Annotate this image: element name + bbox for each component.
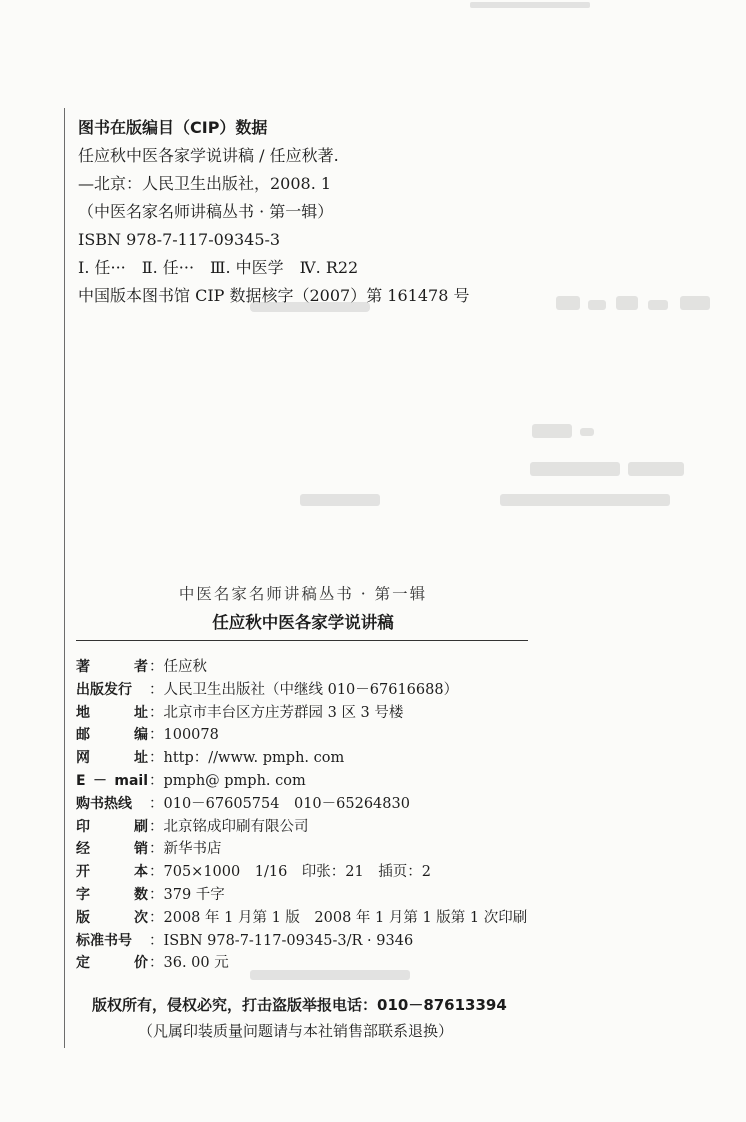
- cip-line-classification: Ⅰ. 任··· Ⅱ. 任··· Ⅲ. 中医学 Ⅳ. R22: [78, 258, 359, 277]
- cip-line-series: （中医名家名师讲稿丛书 · 第一辑）: [78, 202, 334, 221]
- info-row-address: [76, 702, 736, 725]
- publication-info-list: [76, 656, 736, 975]
- info-label: 著 者: [76, 659, 148, 675]
- info-value: ：新华书店: [149, 841, 222, 858]
- info-value: ：pmph@ pmph. com: [149, 772, 306, 789]
- info-label: 网 址: [76, 750, 148, 767]
- cip-line-isbn: ISBN 978-7-117-09345-3: [78, 230, 281, 249]
- info-label: 出版发行: [76, 681, 132, 698]
- info-label: 地 址: [76, 704, 148, 721]
- info-value: ：100078: [149, 727, 219, 744]
- left-margin-rule: [64, 108, 65, 1048]
- series-title: 中医名家名师讲稿丛书 · 第一辑: [178, 585, 428, 603]
- cip-line-publisher: —北京：人民卫生出版社，2008. 1: [78, 174, 332, 193]
- info-row-website: [76, 747, 736, 770]
- info-value: ：人民卫生出版社（中继线 010－67616688）: [149, 681, 459, 698]
- info-row-isbn: [76, 930, 736, 953]
- info-row-postcode: [76, 724, 736, 747]
- info-row-word-count: [76, 884, 736, 907]
- info-value: ：北京市丰台区方庄芳群园 3 区 3 号楼: [149, 704, 404, 721]
- info-row-distributor: [76, 838, 736, 861]
- info-value: ：ISBN 978-7-117-09345-3/R · 9346: [149, 932, 414, 949]
- cip-line-title: 任应秋中医各家学说讲稿 / 任应秋著.: [78, 146, 339, 165]
- info-value: ：010－67605754 010－65264830: [149, 795, 410, 812]
- title-divider: [76, 640, 528, 641]
- info-label: 经 销: [76, 841, 148, 858]
- info-value: ：2008 年 1 月第 1 版 2008 年 1 月第 1 版第 1 次印刷: [149, 909, 528, 926]
- return-policy-note: （凡属印装质量问题请与本社销售部联系退换）: [138, 1022, 454, 1040]
- info-label: 印 刷: [76, 818, 148, 835]
- info-row-publisher: [76, 679, 736, 702]
- info-row-edition: [76, 907, 736, 930]
- info-value: ：36. 00 元: [149, 955, 229, 972]
- info-label: 版 次: [76, 909, 148, 926]
- cip-heading: 图书在版编目（CIP）数据: [78, 118, 268, 137]
- info-row-printer: [76, 816, 736, 839]
- info-label: 开 本: [76, 864, 148, 881]
- info-value: ：379 千字: [149, 886, 225, 903]
- info-row-price: [76, 952, 736, 975]
- info-label: 字 数: [76, 886, 148, 903]
- copyright-notice: 版权所有，侵权必究，打击盗版举报电话：010－87613394: [92, 996, 507, 1014]
- info-value: ：任应秋: [149, 659, 207, 675]
- info-row-hotline: [76, 793, 736, 816]
- cip-line-record-number: 中国版本图书馆 CIP 数据核字（2007）第 161478 号: [78, 286, 470, 305]
- cip-data-block: [78, 114, 718, 310]
- info-value: ：北京铭成印刷有限公司: [149, 818, 309, 835]
- info-row-format: [76, 861, 736, 884]
- info-value: ：http：//www. pmph. com: [149, 750, 345, 767]
- info-label: 购书热线: [76, 795, 132, 812]
- info-value: ：705×1000 1/16 印张：21 插页：2: [149, 864, 431, 881]
- info-row-email: [76, 770, 736, 793]
- info-label: 定 价: [76, 955, 148, 972]
- info-label: 邮 编: [76, 727, 148, 744]
- info-label: 标准书号: [76, 932, 132, 949]
- info-label: E － mail: [76, 772, 148, 789]
- book-title: 任应秋中医各家学说讲稿: [212, 613, 394, 632]
- info-row-author: [76, 656, 736, 679]
